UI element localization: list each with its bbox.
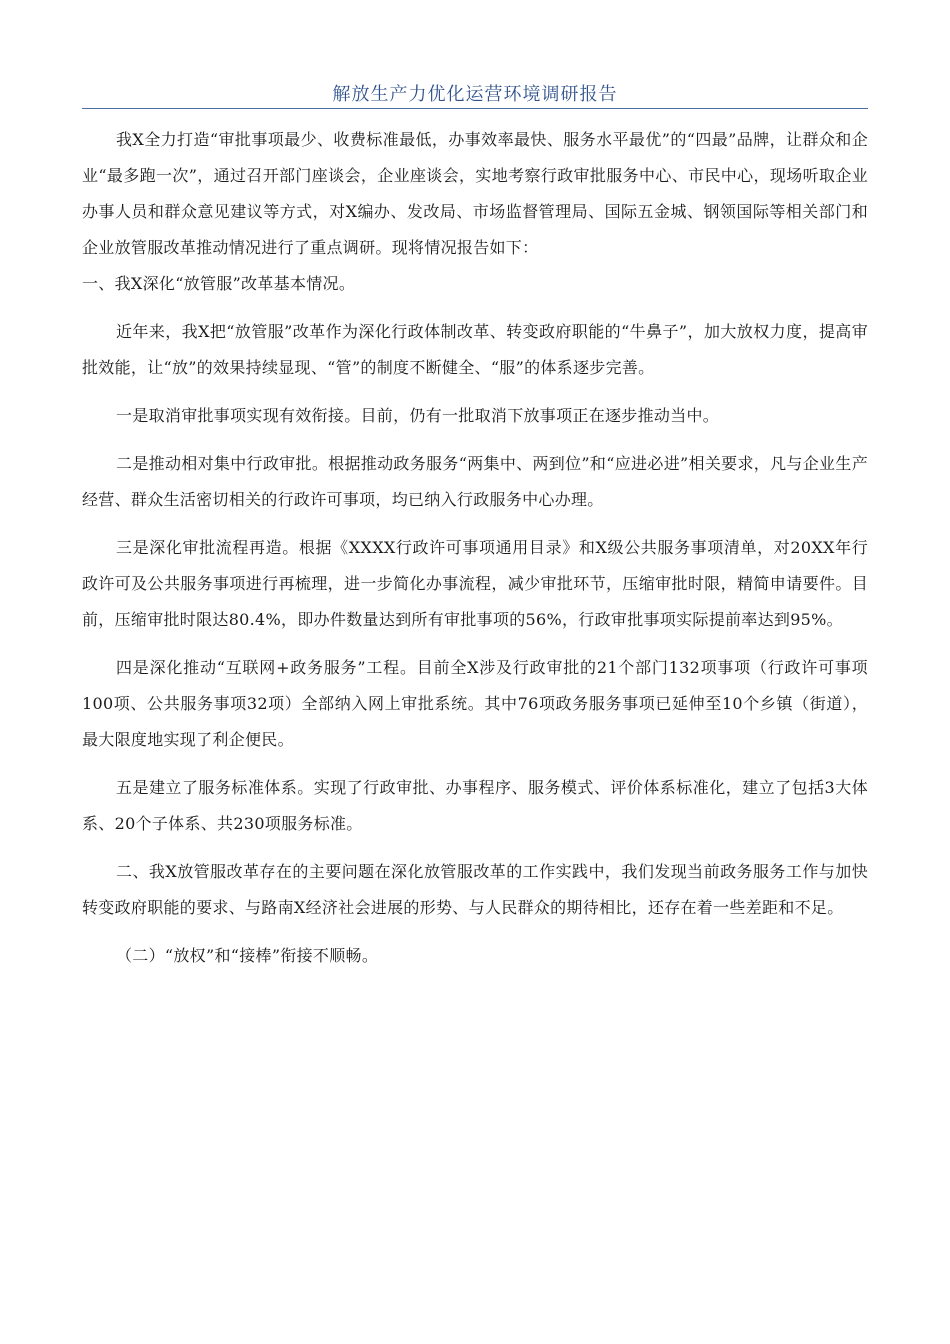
paragraph-point-3: 三是深化审批流程再造。根据《XXXX行政许可事项通用目录》和X级公共服务事项清单，对20XX年行政许可及公共服务事项进行再梳理，进一步简化办事流程，减少审批环节，压缩审批时限，精简申请要件。目前，压缩审批时限达80.4%，即办件数量达到所有审批事项的56%，行政审批事项实际提前率达到95%。 (82, 538, 868, 629)
section-heading-2: 二、我X放管服改革存在的主要问题在深化放管服改革的工作实践中，我们发现当前政务服务工作与加快转变政府职能的要求、与路南X经济社会进展的形势、与人民群众的期待相比，还存在着一些差距和不足。 (82, 862, 868, 917)
subsection-heading-2: （二）“放权”和“接棒”衔接不顺畅。 (116, 946, 379, 965)
document-body (82, 122, 868, 974)
paragraph-point-1: 一是取消审批事项实现有效衔接。目前，仍有一批取消下放事项正在逐步推动当中。 (116, 406, 720, 425)
paragraph-point-4: 四是深化推动“互联网+政务服务”工程。目前全X涉及行政审批的21个部门132项事项（行政许可事项100项、公共服务事项32项）全部纳入网上审批系统。其中76项政务服务事项已延伸至10个乡镇（街道），最大限度地实现了利企便民。 (82, 658, 868, 749)
paragraph-point-2: 二是推动相对集中行政审批。根据推动政务服务“两集中、两到位”和“应进必进”相关要求，凡与企业生产经营、群众生活密切相关的行政许可事项，均已纳入行政服务中心办理。 (82, 454, 868, 509)
paragraph-point-5: 五是建立了服务标准体系。实现了行政审批、办事程序、服务模式、评价体系标准化，建立了包括3大体系、20个子体系、共230项服务标准。 (82, 778, 868, 833)
document-title: 解放生产力优化运营环境调研报告 (332, 84, 618, 105)
paragraph-overview: 近年来，我X把“放管服”改革作为深化行政体制改革、转变政府职能的“牛鼻子”，加大放权力度，提高审批效能，让“放”的效果持续显现、“管”的制度不断健全、“服”的体系逐步完善。 (82, 322, 868, 377)
paragraph-intro: 我X全力打造“审批事项最少、收费标准最低，办事效率最快、服务水平最优”的“四最”品牌，让群众和企业“最多跑一次”，通过召开部门座谈会，企业座谈会，实地考察行政审批服务中心、市民中心，现场听取企业办事人员和群众意见建议等方式，对X编办、发改局、市场监督管理局、国际五金城、钢领国际等相关部门和企业放管服改革推动情况进行了重点调研。现将情况报告如下： (82, 130, 868, 257)
title-underline (82, 108, 868, 109)
section-heading-1: 一、我X深化“放管服”改革基本情况。 (82, 274, 356, 293)
